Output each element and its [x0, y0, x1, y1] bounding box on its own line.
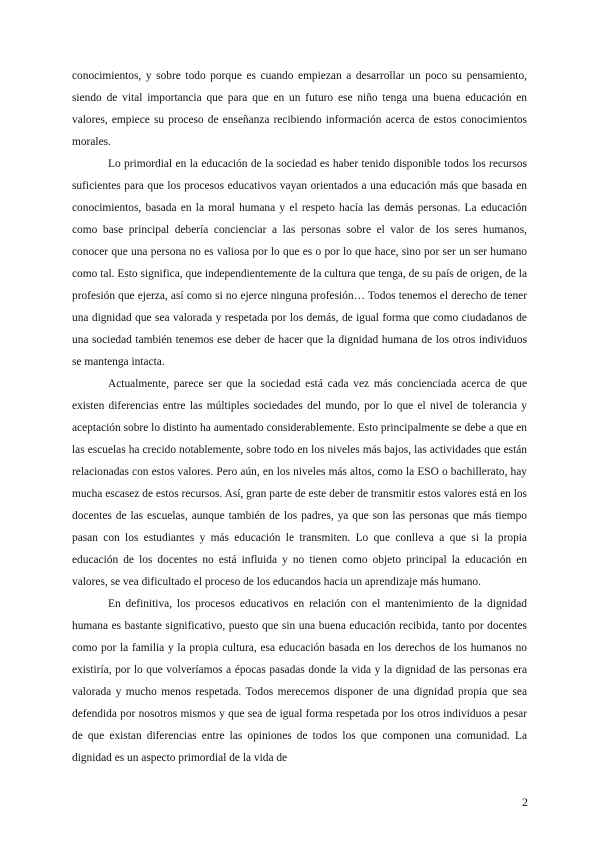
- paragraph-primordial: Lo primordial en la educación de la sociedad es haber tenido disponible todos los recursos suficientes para que los procesos educativos vayan orientados a una educación más que basada en conocimientos, basada en la moral humana y el respeto hacía las demás personas. La educación como base principal debería concienciar a las personas sobre el valor de los seres humanos, conocer que una persona no es valiosa por lo que es o por lo que hace, sino por ser un ser humano como tal. Esto significa, que independientemente de la cultura que tenga, de su país de origen, de la profesión que ejerza, así como si no ejerce ninguna profesión… Todos tenemos el derecho de tener una dignidad que sea valorada y respetada por los demás, de igual forma que como ciudadanos de una sociedad también tenemos ese deber de hacer que la dignidad humana de los otros individuos se mantenga intacta.: [72, 158, 527, 368]
- page-number: 2: [522, 795, 528, 809]
- document-body: [72, 65, 527, 769]
- paragraph-continuation: conocimientos, y sobre todo porque es cuando empiezan a desarrollar un poco su pensamiento, siendo de vital importancia que para que en un futuro ese niño tenga una buena educación en valores, empiece su proceso de enseñanza recibiendo información acerca de estos conocimientos morales.: [72, 70, 527, 148]
- paragraph-actualmente: Actualmente, parece ser que la sociedad está cada vez más concienciada acerca de que existen diferencias entre las múltiples sociedades del mundo, por lo que el nivel de tolerancia y aceptación sobre lo distinto ha aumentado considerablemente. Esto principalmente se debe a que en las escuelas ha crecido notablemente, sobre todo en los niveles más bajos, las actividades que están relacionadas con estos valores. Pero aún, en los niveles más altos, como la ESO o bachillerato, hay mucha escasez de estos recursos. Así, gran parte de este deber de transmitir estos valores está en los docentes de las escuelas, aunque también de los padres, ya que son las personas que más tiempo pasan con los estudiantes y más educación le transmiten. Lo que conlleva a que si la propia educación de los docentes no está influida y no tienen como objeto principal la educación en valores, se vea dificultado el proceso de los educandos hacia un aprendizaje más humano.: [72, 378, 527, 588]
- paragraph-en-definitiva: En definitiva, los procesos educativos en relación con el mantenimiento de la dignidad humana es bastante significativo, puesto que sin una buena educación recibida, tanto por docentes como por la familia y la propia cultura, esa educación basada en los derechos de los humanos no existiría, por lo que volveríamos a épocas pasadas donde la vida y la dignidad de las personas era valorada y mucho menos respetada. Todos merecemos disponer de una dignidad propia que sea defendida por nosotros mismos y que sea de igual forma respetada por los otros individuos a pesar de que existan diferencias entre las opiniones de todos los que componen una comunidad. La dignidad es un aspecto primordial de la vida de: [72, 598, 527, 764]
